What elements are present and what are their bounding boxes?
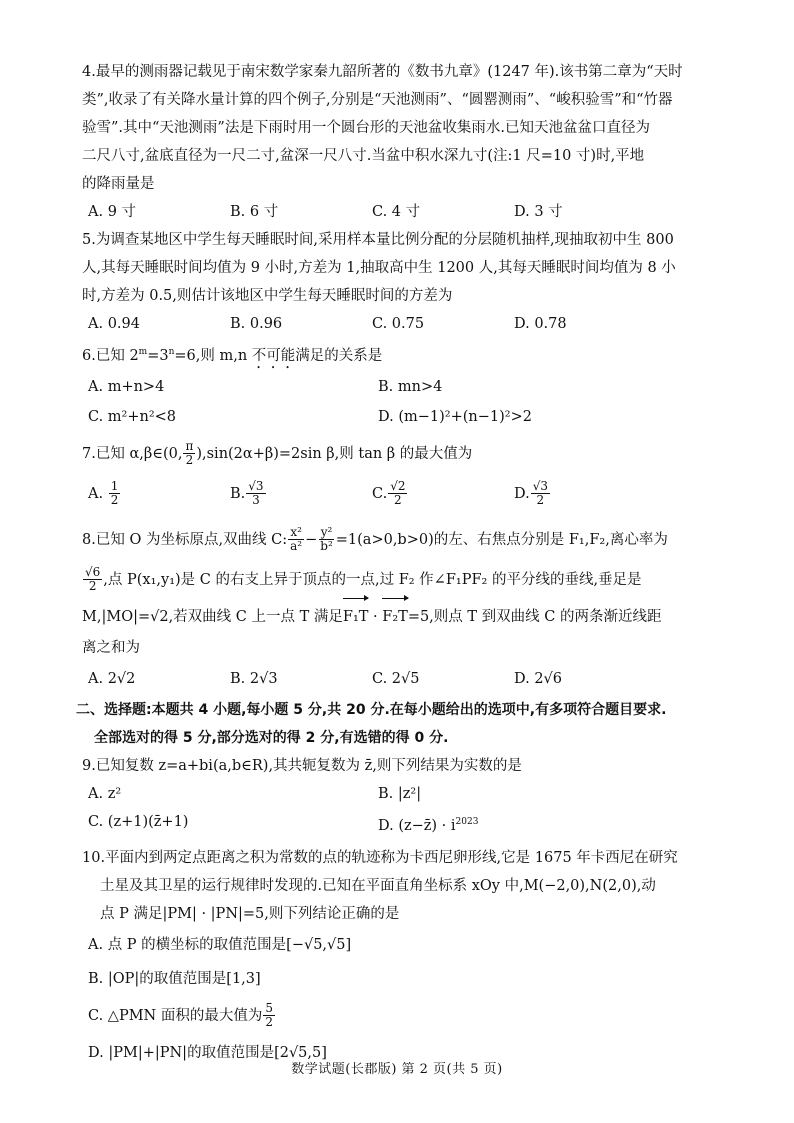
q6-exp-m: m — [138, 347, 148, 357]
q9-option-a[interactable]: A. z² — [88, 785, 122, 802]
q6-stem-rest: =6,则 m,n — [174, 347, 252, 364]
question-7 — [82, 436, 732, 516]
q4-option-c[interactable]: C. 4 寸 — [372, 204, 421, 220]
q8-frac-x-den: a² — [290, 539, 303, 554]
q5-line-2: 人,其每天睡眠时间均值为 9 小时,方差为 1,抽取高中生 1200 人,其每天睡眠时间均值为 8 小 — [82, 260, 676, 276]
q4-options — [82, 198, 732, 226]
q7-option-b-label: B. — [230, 485, 246, 502]
q5-line-1: 5.为调查某地区中学生每天睡眠时间,采用样本量比例分配的分层随机抽样,现抽取初中生 800 — [82, 232, 674, 248]
q7-pi-over-2 — [183, 440, 195, 467]
q7-option-d-den: 2 — [536, 493, 545, 508]
q8-frac-y-num: y² — [320, 525, 333, 540]
q9-options — [82, 780, 732, 840]
q8-option-d[interactable]: D. 2√6 — [514, 670, 563, 687]
q6-options — [82, 372, 732, 432]
q8-line-2 — [82, 560, 732, 600]
q9-option-b[interactable]: B. |z²| — [378, 785, 422, 802]
section-2-line-2: 全部选对的得 5 分,部分选对的得 2 分,有选错的得 0 分. — [94, 729, 449, 746]
q4-option-b[interactable]: B. 6 寸 — [230, 204, 279, 220]
q7-option-d-label: D. — [514, 485, 530, 502]
q5-option-c[interactable]: C. 0.75 — [372, 316, 425, 332]
q8-frac-x-num: x² — [290, 525, 302, 540]
q6-option-c[interactable]: C. m²+n²<8 — [88, 408, 177, 425]
q4-line-5: 的降雨量是 — [82, 176, 155, 192]
q6-option-d[interactable]: D. (m−1)²+(n−1)²>2 — [378, 408, 532, 425]
question-8 — [82, 520, 732, 696]
q8-dot: · — [368, 608, 383, 625]
q7-option-c-label: C. — [372, 485, 388, 502]
q9-option-c[interactable]: C. (z+1)(z̄+1) — [88, 813, 189, 830]
q7-option-b-den: 3 — [252, 493, 260, 508]
q8-ecc-num: √6 — [85, 565, 101, 580]
q8-line-2-text: ,点 P(x₁,y₁)是 C 的右支上异于顶点的一点,过 F₂ 作∠F₁PF₂ 的平分线的垂线,垂足是 — [103, 571, 642, 588]
q10-line-2: 土星及其卫星的运行规律时发现的.已知在平面直角坐标系 xOy 中,M(−2,0),N(2,0),动 — [100, 877, 656, 894]
q10-option-c[interactable] — [82, 996, 732, 1036]
q4-line-4: 二尺八寸,盆底直径为一尺二寸,盆深一尺八寸.当盆中积水深九寸(注:1 尺=10 寸)时,平地 — [82, 148, 645, 164]
exam-page — [76, 58, 732, 1070]
question-4 — [82, 58, 732, 226]
q10-line-3: 点 P 满足|PM| · |PN|=5,则下列结论正确的是 — [100, 905, 400, 922]
q6-stem-prefix: 6.已知 2 — [82, 347, 139, 364]
section-2-heading — [76, 696, 732, 752]
q10-option-a[interactable]: A. 点 P 的横坐标的取值范围是[−√5,√5] — [88, 936, 352, 953]
q7-option-d[interactable] — [514, 474, 656, 514]
q7-stem-rest: ),sin(2α+β)=2sin β,则 tan β 的最大值为 — [196, 445, 473, 462]
q5-line-3: 时,方差为 0.5,则估计该地区中学生每天睡眠时间的方差为 — [82, 288, 453, 304]
q7-option-b-frac — [246, 480, 265, 507]
q8-frac-x — [288, 526, 304, 553]
q8-ecc-den: 2 — [88, 579, 97, 594]
q5-option-d[interactable]: D. 0.78 — [514, 316, 567, 332]
question-6 — [82, 338, 732, 432]
q8-eccentricity — [83, 566, 102, 593]
q4-line-2: 类”,收录了有关降水量计算的四个例子,分别是“天池测雨”、“圆罂测雨”、“峻积验雪”和“竹器 — [82, 92, 673, 108]
q10-option-c-text: C. △PMN 面积的最大值为 — [88, 1007, 263, 1024]
q9-option-d-exponent: 2023 — [455, 816, 479, 827]
q7-stem-prefix: 7.已知 α,β∈(0, — [82, 445, 183, 462]
q8-minus: − — [305, 531, 318, 548]
q6-stem — [82, 338, 732, 372]
q8-options — [82, 662, 732, 696]
q9-option-d-base: D. (z−z̄) · i — [378, 817, 456, 834]
q4-line-1: 4.最早的测雨器记载见于南宋数学家秦九韶所著的《数书九章》(1247 年).该书第二章为“天时 — [82, 64, 683, 80]
section-2-line-1: 二、选择题:本题共 4 小题,每小题 5 分,共 20 分.在每小题给出的选项中,有多项符合题目要求. — [76, 701, 667, 718]
q7-option-a-label: A. — [88, 485, 104, 502]
q7-option-b-num: √3 — [248, 479, 264, 494]
q8-line-1-suffix: =1(a>0,b>0)的左、右焦点分别是 F₁,F₂,离心率为 — [335, 531, 668, 548]
q5-option-a[interactable]: A. 0.94 — [88, 316, 140, 332]
q10-option-d[interactable]: D. |PM|+|PN|的取值范围是[2√5,5] — [88, 1044, 327, 1061]
q7-option-c[interactable] — [372, 474, 514, 514]
q4-option-d[interactable]: D. 3 寸 — [514, 204, 563, 220]
q8-line-1 — [82, 520, 732, 560]
q6-option-a[interactable]: A. m+n>4 — [88, 378, 165, 395]
page-footer: 数学试题(长郡版) 第 2 页(共 5 页) — [291, 1062, 503, 1077]
q8-option-a[interactable]: A. 2√2 — [88, 670, 136, 687]
q10-option-c-frac — [263, 1002, 275, 1029]
question-10 — [82, 844, 732, 1070]
q7-option-d-frac — [531, 480, 550, 507]
q7-option-a-den: 2 — [110, 493, 119, 508]
q8-vector-f1t: F₁T — [343, 600, 369, 634]
q7-two: 2 — [185, 453, 194, 468]
q10-option-c-num: 5 — [265, 1001, 273, 1016]
q7-option-b[interactable] — [230, 474, 372, 514]
q8-frac-y-den: b² — [320, 539, 333, 554]
q5-options — [82, 310, 732, 338]
q6-stem-mid: =3 — [147, 347, 169, 364]
q7-option-c-num: √2 — [390, 479, 406, 494]
q6-exp-n: n — [168, 347, 175, 357]
q6-emphasis: 不可能 — [251, 347, 296, 364]
q7-option-c-den: 2 — [394, 493, 402, 508]
q8-line-3-prefix: M,|MO|=√2,若双曲线 C 上一点 T 满足 — [82, 608, 343, 625]
q7-option-d-num: √3 — [532, 479, 548, 494]
q8-line-3 — [82, 600, 732, 634]
q7-option-a-num: 1 — [110, 479, 119, 494]
q4-line-3: 验雪”.其中“天池测雨”法是下雨时用一个圆台形的天池盆收集雨水.已知天池盆盆口直径为 — [82, 120, 650, 136]
q8-vector-f2t: F₂T — [382, 600, 408, 634]
q7-stem — [82, 436, 732, 472]
q10-line-1: 10.平面内到两定点距离之积为常数的点的轨迹称为卡西尼卵形线,它是 1675 年卡西尼在研究 — [82, 849, 678, 866]
q6-stem-tail: 满足的关系是 — [295, 347, 383, 364]
question-9 — [82, 752, 732, 840]
q8-line-3-suffix: =5,则点 T 到双曲线 C 的两条渐近线距 — [407, 608, 662, 625]
q8-option-c[interactable]: C. 2√5 — [372, 670, 420, 687]
q9-stem: 9.已知复数 z=a+bi(a,b∈R),其共轭复数为 z̄,则下列结果为实数的是 — [82, 757, 522, 774]
q6-option-b[interactable]: B. mn>4 — [378, 378, 443, 395]
q7-pi: π — [185, 439, 194, 454]
q8-option-b[interactable]: B. 2√3 — [230, 670, 278, 687]
q7-option-a[interactable] — [88, 474, 230, 514]
q7-options — [82, 472, 732, 516]
q9-option-d[interactable] — [378, 808, 668, 840]
question-5 — [82, 226, 732, 338]
q10-option-b[interactable]: B. |OP|的取值范围是[1,3] — [88, 970, 261, 987]
q8-frac-y — [318, 526, 335, 553]
q10-option-c-den: 2 — [265, 1015, 273, 1030]
q4-option-a[interactable]: A. 9 寸 — [88, 204, 137, 220]
q5-option-b[interactable]: B. 0.96 — [230, 316, 283, 332]
q7-option-c-frac — [388, 480, 407, 507]
q7-option-a-frac — [109, 480, 121, 507]
q8-line-1-prefix: 8.已知 O 为坐标原点,双曲线 C: — [82, 531, 288, 548]
q8-line-4: 离之和为 — [82, 639, 140, 656]
